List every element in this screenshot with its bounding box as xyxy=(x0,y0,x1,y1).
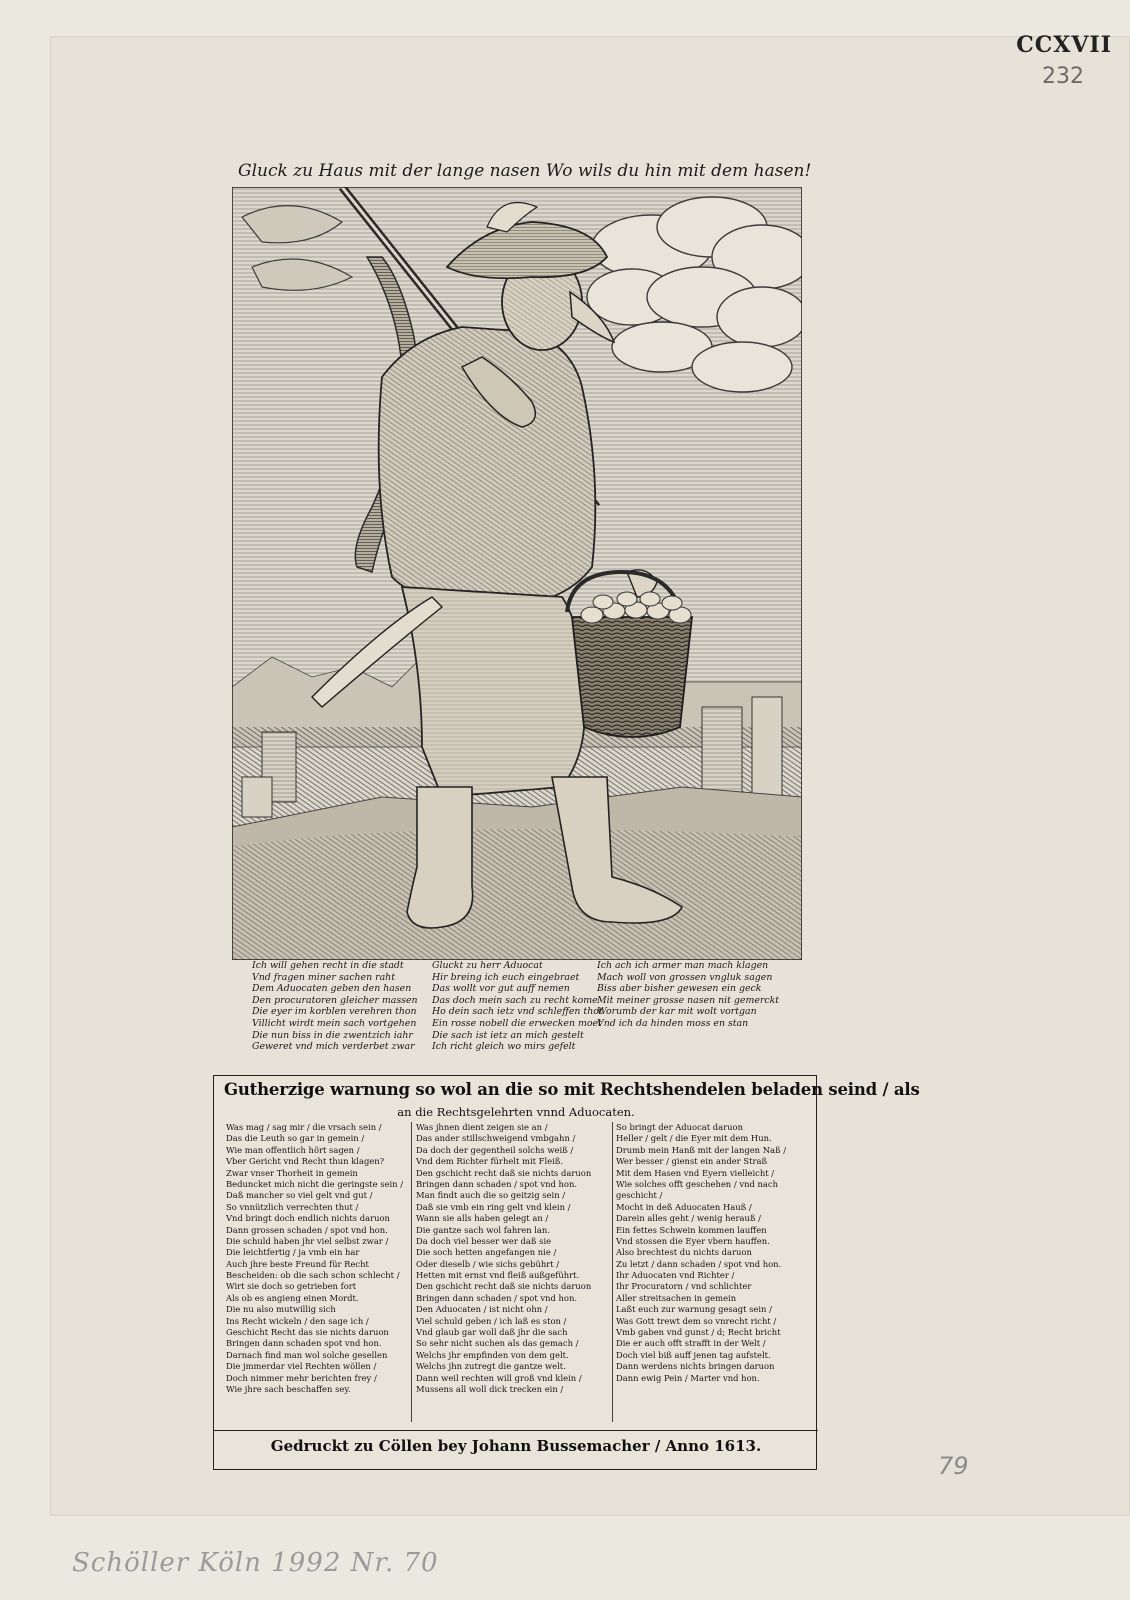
verse-line: Den procuratoren gleicher massen xyxy=(252,994,418,1006)
verse-line: Ho dein sach ietz vnd schleffen thot xyxy=(432,1006,603,1018)
verse-line: Geweret vnd mich verderbet zwar xyxy=(252,1041,415,1053)
text-line: Wie man offentlich hört sagen / xyxy=(226,1144,360,1155)
text-line: Darnach find man wol solche gesellen xyxy=(226,1349,388,1360)
text-line: Mussens all woll dick trecken ein / xyxy=(416,1383,564,1394)
text-line: Laßt euch zur warnung gesagt sein / xyxy=(616,1304,772,1315)
verse-line: Die nun biss in die zwentzich iahr xyxy=(252,1029,413,1041)
verse-line: Die eyer im korblen verehren thon xyxy=(252,1006,417,1018)
text-line: Vmb gaben vnd gunst / d; Recht bricht xyxy=(616,1327,781,1338)
text-line: Ein fettes Schwein kommen lauffen xyxy=(616,1224,767,1235)
text-line: Viel schuld geben / ich laß es ston / xyxy=(416,1315,567,1326)
catalog-pencil-number: 232 xyxy=(1042,64,1084,89)
broadsheet-column-2 xyxy=(416,1122,591,1395)
text-line: Beduncket mich nicht die geringste sein / xyxy=(226,1178,404,1189)
text-line: geschicht / xyxy=(616,1190,663,1201)
text-line: Den gschicht recht daß sie nichts daruon xyxy=(416,1281,592,1292)
text-line: Daß mancher so viel gelt vnd gut / xyxy=(226,1190,373,1201)
text-line: Da doch der gegentheil solchs weiß / xyxy=(416,1144,574,1155)
text-line: Welchs jhn zutregt die gantze welt. xyxy=(416,1361,566,1372)
verse-line: Villicht wirdt mein sach vortgehen xyxy=(252,1017,417,1029)
text-line: Die gantze sach wol fahren lan. xyxy=(416,1224,550,1235)
verse-line: Das wollt vor gut auff nemen xyxy=(432,983,570,995)
text-line: Vnd stossen die Eyer vbern hauffen. xyxy=(616,1235,770,1246)
verse-line: Ich will gehen recht in die stadt xyxy=(252,960,404,971)
text-line: Dann weil rechten will groß vnd klein / xyxy=(416,1372,582,1383)
verse-line: Hir breing ich euch eingebraet xyxy=(432,971,580,983)
verse-line: Ich ach ich armer man mach klagen xyxy=(597,960,769,971)
text-line: Aller streitsachen in gemein xyxy=(616,1292,737,1303)
text-line: Was mag / sag mir / die vrsach sein / xyxy=(226,1122,382,1132)
pencil-reference-note: Schöller Köln 1992 Nr. 70 xyxy=(72,1548,439,1578)
text-line: Vnd bringt doch endlich nichts daruon xyxy=(226,1213,390,1224)
text-line: Man findt auch die so geitzig sein / xyxy=(416,1190,566,1201)
text-line: So sehr nicht suchen als das gemach / xyxy=(416,1338,579,1349)
verse-line: Mit meiner grosse nasen nit gemerckt xyxy=(597,994,780,1006)
verse-line: Vnd ich da hinden moss en stan xyxy=(597,1017,749,1029)
text-line: Dann grossen schaden / spot vnd hon. xyxy=(226,1224,388,1235)
verse-line: Vnd fragen miner sachen raht xyxy=(252,971,395,983)
left-boot xyxy=(407,787,473,928)
verse-line: Gluckt zu herr Aduocat xyxy=(432,960,543,971)
eggs xyxy=(581,592,691,623)
catalog-roman-number: CCXVII xyxy=(1016,32,1112,58)
text-line: Zu letzt / dann schaden / spot vnd hon. xyxy=(616,1258,782,1269)
text-line: Was jhnen dient zeigen sie an / xyxy=(416,1122,548,1132)
verse-line: Worumb der kar mit wolt vortgan xyxy=(597,1006,757,1018)
broadsheet-title: Gutherzige warnung so wol an die so mit Rechtshendelen beladen seind / als xyxy=(224,1080,920,1099)
text-line: Das die Leuth so gar in gemein / xyxy=(226,1133,365,1144)
text-line: Den Aduocaten / ist nicht ohn / xyxy=(416,1304,548,1315)
text-line: Die leichtfertig / ja vmb ein har xyxy=(226,1247,360,1258)
verse-line: Dem Aduocaten geben den hasen xyxy=(252,983,412,995)
broadsheet-column-3 xyxy=(616,1122,786,1384)
verse-line: Das doch mein sach zu recht kome xyxy=(432,994,598,1006)
text-line: Den gschicht recht daß sie nichts daruon xyxy=(416,1167,592,1178)
verse-line: Die sach ist ietz an mich gestelt xyxy=(432,1029,584,1041)
text-line: Darein alles geht / wenig herauß / xyxy=(616,1213,761,1224)
text-line: Doch nimmer mehr berichten frey / xyxy=(226,1372,377,1383)
text-line: Da doch viel besser wer daß sie xyxy=(416,1235,552,1246)
text-line: Wer besser / gienst ein ander Straß xyxy=(616,1156,768,1167)
verse-line: Ein rosse nobell die erwecken moet xyxy=(432,1017,602,1029)
engraving-plate xyxy=(232,155,812,960)
text-line: Die soch hetten angefangen nie / xyxy=(416,1247,557,1258)
text-line: Bescheiden: ob die sach schon schlecht / xyxy=(226,1270,400,1281)
egg-basket xyxy=(572,617,692,737)
text-line: Mocht in deß Aduocaten Hauß / xyxy=(616,1201,752,1212)
text-line: Das ander stillschweigend vmbgahn / xyxy=(416,1133,576,1144)
text-line: Also brechtest du nichts daruon xyxy=(616,1247,752,1258)
text-line: Geschicht Recht das sie nichts daruon xyxy=(226,1327,389,1338)
verse-line: Biss aber bisher gewesen ein geck xyxy=(597,983,762,995)
verse-block xyxy=(252,960,812,1070)
broadsheet-columns xyxy=(226,1122,806,1422)
verse-line: Ich richt gleich wo mirs gefelt xyxy=(432,1041,576,1053)
text-line: Wie solches offt geschehen / vnd nach xyxy=(616,1178,778,1189)
text-line: Oder dieselb / wie sichs gebührt / xyxy=(416,1258,560,1269)
verse-column-3 xyxy=(597,960,779,1030)
text-line: Die schuld haben jhr viel selbst zwar / xyxy=(226,1235,389,1246)
text-line: Die er auch offt strafft in der Welt / xyxy=(616,1338,766,1349)
engraving-illustration xyxy=(232,187,802,960)
text-line: Auch jhre beste Freund für Recht xyxy=(226,1258,369,1269)
text-line: Welchs jhr empfinden von dem gelt. xyxy=(416,1349,569,1360)
text-line: Ihr Aduocaten vnd Richter / xyxy=(616,1270,735,1281)
imprint-line: Gedruckt zu Cöllen bey Johann Bussemacher / Anno 1613. xyxy=(214,1430,818,1461)
text-line: Was Gott trewt dem so vnrecht richt / xyxy=(616,1315,777,1326)
text-line: Als ob es angieng einen Mordt. xyxy=(226,1292,359,1303)
text-line: Vber Gericht vnd Recht thun klagen? xyxy=(226,1156,385,1167)
text-line: Doch viel biß auff jenen tag aufstelt. xyxy=(616,1349,771,1360)
text-line: Heller / gelt / die Eyer mit dem Hun. xyxy=(616,1133,772,1144)
text-line: So bringt der Aduocat daruon xyxy=(616,1122,743,1132)
text-line: So vnnützlich verrechten thut / xyxy=(226,1201,359,1212)
text-line: Die nu also mutwillig sich xyxy=(226,1304,336,1315)
verse-line: Mach woll von grossen vngluk sagen xyxy=(597,971,773,983)
text-line: Wie jhre sach beschaffen sey. xyxy=(226,1383,351,1394)
text-line: Dann ewig Pein / Marter vnd hon. xyxy=(616,1372,760,1383)
broadsheet-subtitle: an die Rechtsgelehrten vnnd Aduocaten. xyxy=(397,1105,635,1119)
pencil-annotation-79: 79 xyxy=(938,1452,969,1480)
plate-title: Gluck zu Haus mit der lange nasen Wo wils du hin mit dem hasen! xyxy=(238,161,812,181)
text-line: Vnd glaub gar woll daß jhr die sach xyxy=(416,1327,568,1338)
broadsheet-column-1 xyxy=(226,1122,403,1395)
text-line: Ihr Procuratorn / vnd schlichter xyxy=(616,1281,752,1292)
text-line: Mit dem Hasen vnd Eyern vielleicht / xyxy=(616,1167,775,1178)
text-line: Wirt sie doch so getrieben fort xyxy=(226,1281,357,1292)
text-line: Daß sie vmb ein ring gelt vnd klein / xyxy=(416,1201,571,1212)
text-line: Dann werdens nichts bringen daruon xyxy=(616,1361,775,1372)
text-line: Die jmmerdar viel Rechten wöllen / xyxy=(226,1361,377,1372)
text-line: Hetten mit ernst vnd fleiß außgeführt. xyxy=(416,1270,580,1281)
verse-column-2 xyxy=(432,960,603,1053)
broadsheet-textbox xyxy=(213,1075,920,1470)
text-line: Zwar vnser Thorheit in gemein xyxy=(226,1167,358,1178)
text-line: Wann sie alls haben gelegt an / xyxy=(416,1213,549,1224)
text-line: Drumb mein Hanß mit der langen Naß / xyxy=(616,1144,787,1155)
text-line: Vnd dem Richter fürhelt mit Fleiß. xyxy=(416,1156,564,1167)
verse-column-1 xyxy=(252,960,418,1053)
text-line: Bringen dann schaden spot vnd hon. xyxy=(226,1338,382,1349)
text-line: Bringen dann schaden / spot vnd hon. xyxy=(416,1178,578,1189)
text-line: Bringen dann schaden / spot vnd hon. xyxy=(416,1292,578,1303)
text-line: Ins Recht wickeln / den sage ich / xyxy=(226,1315,369,1326)
